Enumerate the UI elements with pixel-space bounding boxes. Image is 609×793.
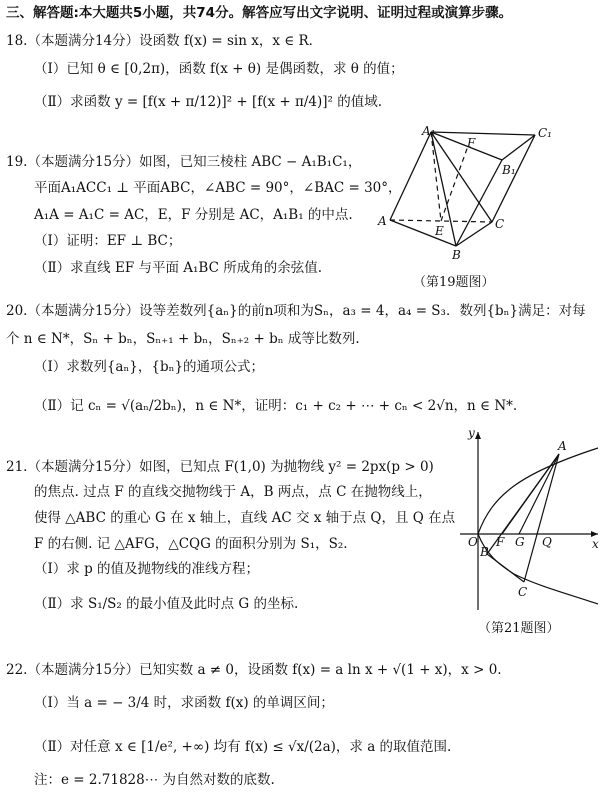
label-a: A	[378, 214, 387, 228]
problem-21-line-3: 使得 △ABC 的重心 G 在 x 轴上，直线 AC 交 x 轴于点 Q，且 Q 在点	[34, 510, 456, 526]
prism-figure	[372, 122, 582, 274]
section-header: 三、解答题:本大题共5小题，共74分。解答应写出文字说明、证明过程或演算步骤。	[6, 5, 513, 21]
label-f: F	[467, 136, 476, 150]
problem-21-line-4: F 的右侧. 记 △AFG，△CQG 的面积分别为 S₁，S₂.	[34, 536, 348, 552]
label-e: E	[435, 224, 444, 238]
label-y-axis: y	[468, 426, 475, 440]
problem-20-line-2: 个 n ∈ N*，Sₙ + bₙ，Sₙ₊₁ + bₙ，Sₙ₊₂ + bₙ 成等比数列.	[6, 331, 360, 347]
label-c: C	[495, 217, 505, 231]
parabola-figure	[458, 424, 604, 614]
figure-19-caption: （第19题图）	[413, 275, 495, 290]
problem-21-line-2: 的焦点. 过点 F 的直线交抛物线于 A，B 两点，点 C 在抛物线上，	[34, 484, 432, 500]
problem-20-part-1: （Ⅰ）求数列{aₙ}，{bₙ}的通项公式；	[34, 359, 265, 375]
problem-19-part-1: （Ⅰ）证明：EF ⊥ BC；	[34, 233, 182, 249]
problem-19-line-3: A₁A = A₁C = AC，E，F 分别是 AC，A₁B₁ 的中点.	[34, 207, 353, 223]
problem-21-part-1: （Ⅰ）求 p 的值及抛物线的准线方程；	[34, 561, 260, 577]
problem-18-stem: 18.（本题满分14分）设函数 f(x) = sin x，x ∈ R．	[6, 33, 323, 49]
label-origin: O	[468, 535, 478, 549]
label-point-g: G	[515, 535, 525, 549]
problem-22-part-2: （Ⅱ）对任意 x ∈ [1/e², +∞) 均有 f(x) ≤ √x/(2a)，求 a 的取值范围.	[34, 739, 452, 755]
problem-20-part-2: （Ⅱ）记 cₙ = √(aₙ/2bₙ)，n ∈ N*，证明：c₁ + c₂ + ⋯ + cₙ < 2√n，n ∈ N*.	[34, 398, 518, 414]
problem-19-stem: 19.（本题满分15分）如图，已知三棱柱 ABC − A₁B₁C₁，	[6, 154, 362, 170]
problem-22-stem: 22.（本题满分15分）已知实数 a ≠ 0，设函数 f(x) = a ln x + √(1 + x)，x > 0.	[6, 662, 502, 678]
label-point-a: A	[558, 439, 567, 453]
problem-18-part-2: （Ⅱ）求函数 y = [f(x + π/12)]² + [f(x + π/4)]² 的值域.	[34, 94, 383, 110]
problem-19-part-2: （Ⅱ）求直线 EF 与平面 A₁BC 所成角的余弦值.	[34, 260, 323, 276]
problem-19-line-2: 平面A₁ACC₁ ⊥ 平面ABC，∠ABC = 90°，∠BAC = 30°，	[34, 180, 402, 196]
label-a1: A₁	[422, 124, 436, 138]
figure-21-caption: （第21题图）	[478, 621, 560, 636]
problem-18-part-1: （Ⅰ）已知 θ ∈ [0,2π)，函数 f(x + θ) 是偶函数，求 θ 的值；	[34, 61, 404, 77]
problem-21-part-2: （Ⅱ）求 S₁/S₂ 的最小值及此时点 G 的坐标.	[34, 596, 299, 612]
label-b1: B₁	[502, 163, 516, 177]
problem-22-note: 注：e = 2.71828⋯ 为自然对数的底数.	[34, 772, 275, 788]
label-c1: C₁	[538, 126, 552, 140]
problem-20-stem: 20.（本题满分15分）设等差数列{aₙ}的前n项和为Sₙ，a₃ = 4，a₄ = S₃．数列{bₙ}满足：对每	[6, 303, 586, 319]
problem-22-part-1: （Ⅰ）当 a = − 3/4 时，求函数 f(x) 的单调区间；	[34, 695, 334, 711]
label-point-f: F	[496, 535, 505, 549]
label-x-axis: x	[592, 537, 599, 551]
label-point-b: B	[480, 545, 489, 559]
label-point-q: Q	[542, 535, 552, 549]
label-point-c: C	[518, 585, 528, 599]
problem-21-stem: 21.（本题满分15分）如图，已知点 F(1,0) 为抛物线 y² = 2px(p > 0)	[6, 459, 434, 475]
label-b: B	[452, 248, 461, 262]
